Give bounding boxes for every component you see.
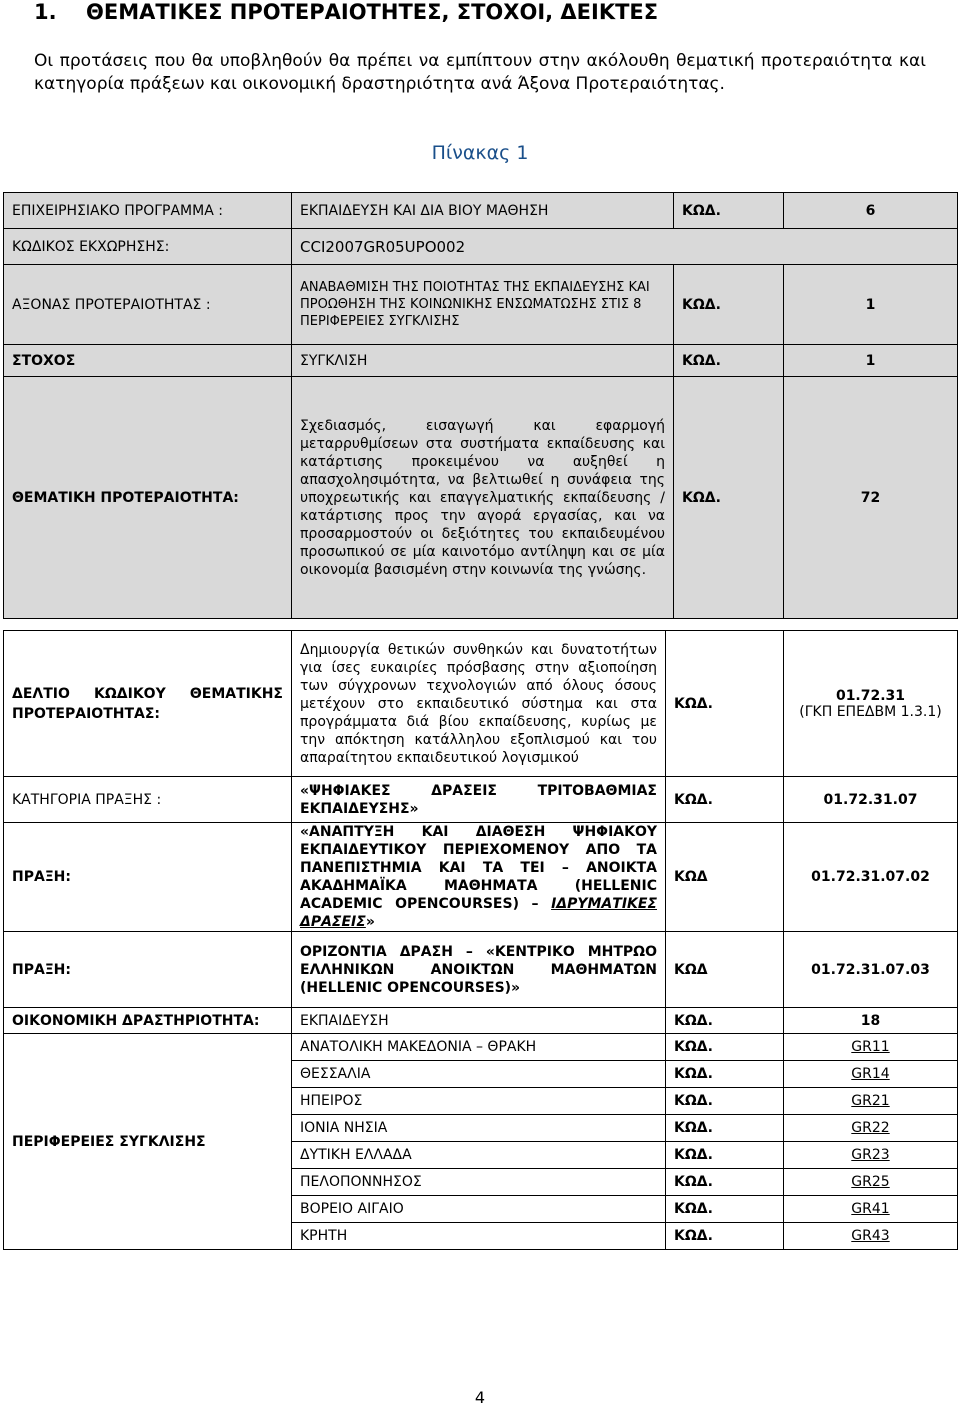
cci-label: ΚΩΔΙΚΟΣ ΕΚΧΩΡΗΣΗΣ: (4, 229, 292, 265)
regions-label: ΠΕΡΙΦΕΡΕΙΕΣ ΣΥΓΚΛΙΣΗΣ (4, 1034, 292, 1250)
goal-label: ΣΤΟΧΟΣ (4, 345, 292, 377)
goal-code: 1 (784, 345, 958, 377)
region-kod: ΚΩΔ. (666, 1061, 784, 1088)
region-code: GR23 (784, 1142, 958, 1169)
op-kod: ΚΩΔ. (674, 193, 784, 229)
action2-kod: ΚΩΔ (666, 932, 784, 1008)
priority-table (3, 192, 958, 619)
category-kod: ΚΩΔ. (666, 777, 784, 823)
region-kod: ΚΩΔ. (666, 1223, 784, 1250)
row-axis (4, 265, 958, 345)
region-kod: ΚΩΔ. (666, 1196, 784, 1223)
theme-label: ΘΕΜΑΤΙΚΗ ΠΡΟΤΕΡΑΙΟΤΗΤΑ: (4, 377, 292, 619)
region-code: GR43 (784, 1223, 958, 1250)
region-kod: ΚΩΔ. (666, 1169, 784, 1196)
row-delta (4, 631, 958, 777)
axis-kod: ΚΩΔ. (674, 265, 784, 345)
action1-value-end: » (365, 914, 375, 930)
section-title: ΘΕΜΑΤΙΚΕΣ ΠΡΟΤΕΡΑΙΟΤΗΤΕΣ, ΣΤΟΧΟΙ, ΔΕΙΚΤΕΣ (86, 0, 659, 24)
econ-value: ΕΚΠΑΙΔΕΥΣΗ (292, 1008, 666, 1034)
region-kod: ΚΩΔ. (666, 1142, 784, 1169)
row-goal (4, 345, 958, 377)
row-action-2 (4, 932, 958, 1008)
theme-kod: ΚΩΔ. (674, 377, 784, 619)
region-name: ΗΠΕΙΡΟΣ (292, 1088, 666, 1115)
goal-value: ΣΥΓΚΛΙΣΗ (292, 345, 674, 377)
axis-value: ΑΝΑΒΑΘΜΙΣΗ ΤΗΣ ΠΟΙΟΤΗΤΑΣ ΤΗΣ ΕΚΠΑΙΔΕΥΣΗΣ ΚΑΙ ΠΡΟΩΘΗΣΗ ΤΗΣ ΚΟΙΝΩΝΙΚΗΣ ΕΝΣΩΜΑΤΩΣΗΣ ΣΤΙΣ 8 ΠΕΡΙΦΕΡΕΙΕΣ ΣΥΓΚΛΙΣΗΣ (292, 265, 674, 345)
goal-kod: ΚΩΔ. (674, 345, 784, 377)
op-label: ΕΠΙΧΕΙΡΗΣΙΑΚΟ ΠΡΟΓΡΑΜΜΑ : (4, 193, 292, 229)
region-name: ΒΟΡΕΙΟ ΑΙΓΑΙΟ (292, 1196, 666, 1223)
theme-code: 72 (784, 377, 958, 619)
region-row (4, 1034, 958, 1061)
row-category (4, 777, 958, 823)
category-value: «ΨΗΦΙΑΚΕΣ ΔΡΑΣΕΙΣ ΤΡΙΤΟΒΑΘΜΙΑΣ ΕΚΠΑΙΔΕΥΣΗΣ» (292, 777, 666, 823)
region-code: GR41 (784, 1196, 958, 1223)
op-value: ΕΚΠΑΙΔΕΥΣΗ ΚΑΙ ΔΙΑ ΒΙΟΥ ΜΑΘΗΣΗ (292, 193, 674, 229)
econ-kod: ΚΩΔ. (666, 1008, 784, 1034)
region-code: GR21 (784, 1088, 958, 1115)
action1-value-cell (292, 823, 666, 932)
axis-label: ΑΞΟΝΑΣ ΠΡΟΤΕΡΑΙΟΤΗΤΑΣ : (4, 265, 292, 345)
region-name: ΚΡΗΤΗ (292, 1223, 666, 1250)
region-kod: ΚΩΔ. (666, 1115, 784, 1142)
delta-code: 01.72.31 (835, 687, 906, 704)
delta-code-cell (784, 631, 958, 777)
region-kod: ΚΩΔ. (666, 1088, 784, 1115)
row-operational-programme (4, 193, 958, 229)
action2-code: 01.72.31.07.03 (784, 932, 958, 1008)
intro-paragraph: Οι προτάσεις που θα υποβληθούν θα πρέπει να εμπίπτουν στην ακόλουθη θεματική προτεραιότητα και κατηγορία πράξεων και οικονομική δραστηριότητα ανά Άξονα Προτεραιότητας. (34, 51, 926, 94)
axis-code: 1 (784, 265, 958, 345)
region-name: ΑΝΑΤΟΛΙΚΗ ΜΑΚΕΔΟΝΙΑ – ΘΡΑΚΗ (292, 1034, 666, 1061)
action1-value: «ΑΝΑΠΤΥΞΗ ΚΑΙ ΔΙΑΘΕΣΗ ΨΗΦΙΑΚΟΥ ΕΚΠΑΙΔΕΥΤΙΚΟΥ ΠΕΡΙΕΧΟΜΕΝΟΥ ΑΠΟ ΤΑ ΠΑΝΕΠΙΣΤΗΜΙΑ ΚΑΙ ΤΑ ΤΕΙ – ΑΝΟΙΚΤΑ ΑΚΑΔΗΜΑΪΚΑ ΜΑΘΗΜΑΤΑ (HELLENIC ACADEMIC OPENCOURSES) – (300, 824, 657, 912)
region-code: GR14 (784, 1061, 958, 1088)
econ-code: 18 (784, 1008, 958, 1034)
category-label: ΚΑΤΗΓΟΡΙΑ ΠΡΑΞΗΣ : (4, 777, 292, 823)
region-name: ΠΕΛΟΠΟΝΝΗΣΟΣ (292, 1169, 666, 1196)
row-theme (4, 377, 958, 619)
action1-kod: ΚΩΔ (666, 823, 784, 932)
row-economic-activity (4, 1008, 958, 1034)
action2-value: ΟΡΙΖΟΝΤΙΑ ΔΡΑΣΗ – «ΚΕΝΤΡΙΚΟ ΜΗΤΡΩΟ ΕΛΛΗΝΙΚΩΝ ΑΝΟΙΚΤΩΝ ΜΑΘΗΜΑΤΩΝ (HELLENIC OPENCOURSES)» (292, 932, 666, 1008)
theme-value: Σχεδιασμός, εισαγωγή και εφαρμογή μεταρρυθμίσεων στα συστήματα εκπαίδευσης και κατάρτισης προκειμένου να αυξηθεί η απασχολησιμότητα, να βελτιωθεί η συνάφεια της υποχρεωτικής και επαγγελματικής εκπαίδευσης / κατάρτισης προς την αγορά εργασίας, και να προσαρμοστούν οι δεξιότητες του εκπαιδευμένου προσωπικού σε μία καινοτόμο αντίληψη και σε μία οικονομία βασισμένη στην κοινωνία της γνώσης. (292, 377, 674, 619)
econ-label: ΟΙΚΟΝΟΜΙΚΗ ΔΡΑΣΤΗΡΙΟΤΗΤΑ: (4, 1008, 292, 1034)
page-number: 4 (474, 1388, 486, 1407)
region-kod: ΚΩΔ. (666, 1034, 784, 1061)
delta-label: ΔΕΛΤΙΟ ΚΩΔΙΚΟΥ ΘΕΜΑΤΙΚΗΣ ΠΡΟΤΕΡΑΙΟΤΗΤΑΣ: (4, 631, 292, 777)
action1-code: 01.72.31.07.02 (784, 823, 958, 932)
cci-value: CCI2007GR05UPO002 (292, 229, 958, 265)
section-number: 1. (34, 0, 57, 24)
delta-kod: ΚΩΔ. (666, 631, 784, 777)
op-code: 6 (784, 193, 958, 229)
delta-value: Δημιουργία θετικών συνθηκών και δυνατοτήτων για ίσες ευκαιρίες πρόσβασης στην αξιοποίηση των σύγχρονων τεχνολογιών από όλους όσους μετέχουν στο εκπαιδευτικό σύστημα και στα προγράμματα διά βίου εκπαίδευσης, κυρίως με την απόκτηση κατάλληλου εξοπλισμού και του απαραίτητου εκπαιδευτικού λογισμικού (292, 631, 666, 777)
delta-code-note: (ΓΚΠ ΕΠΕΔΒΜ 1.3.1) (799, 703, 942, 720)
row-action-1 (4, 823, 958, 932)
region-name: ΔΥΤΙΚΗ ΕΛΛΑΔΑ (292, 1142, 666, 1169)
region-name: ΙΟΝΙΑ ΝΗΣΙΑ (292, 1115, 666, 1142)
row-cci (4, 229, 958, 265)
table-caption: Πίνακας 1 (431, 142, 529, 164)
category-code: 01.72.31.07 (784, 777, 958, 823)
region-name: ΘΕΣΣΑΛΙΑ (292, 1061, 666, 1088)
region-code: GR22 (784, 1115, 958, 1142)
region-code: GR25 (784, 1169, 958, 1196)
action1-value-italic: ΙΔΡΥΜΑΤΙΚΕΣ ΔΡΑΣΕΙΣ (300, 896, 658, 930)
action-table (3, 630, 958, 1250)
action1-label: ΠΡΑΞΗ: (4, 823, 292, 932)
action2-label: ΠΡΑΞΗ: (4, 932, 292, 1008)
region-code: GR11 (784, 1034, 958, 1061)
